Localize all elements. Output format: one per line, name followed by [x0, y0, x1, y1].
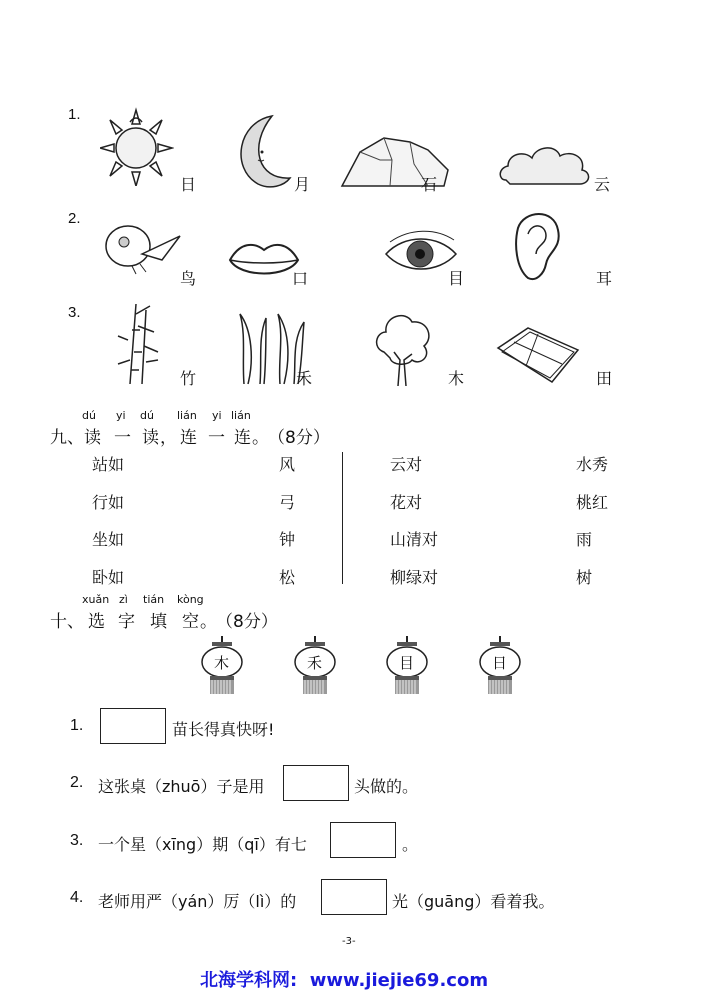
char-label: 竹: [180, 369, 197, 388]
lantern: [383, 636, 431, 694]
title-char: 一: [208, 428, 225, 448]
field-icon: [496, 326, 580, 384]
sentence-text: 头做的。: [354, 777, 419, 796]
match-item[interactable]: 水秀: [576, 455, 609, 474]
pinyin: yi: [116, 409, 126, 422]
section-number: 九、: [50, 428, 84, 448]
question-number: 2.: [70, 774, 84, 791]
section-score: （8分）: [216, 612, 278, 632]
match-item[interactable]: 柳绿对: [390, 568, 439, 587]
mouth-icon: [226, 240, 302, 280]
row-number: 2.: [68, 210, 81, 227]
title-char: 空: [182, 612, 199, 632]
lantern-char: 禾: [307, 654, 323, 672]
section-score: （8分）: [268, 428, 330, 448]
sentence-text: 老师用严（yán）厉（lì）的: [98, 892, 297, 911]
match-item[interactable]: 坐如: [92, 530, 125, 549]
char-label: 云: [594, 175, 611, 194]
page-number: -3-: [342, 936, 356, 947]
char-label: 石: [421, 175, 438, 194]
char-label: 月: [294, 175, 311, 194]
pinyin: zì: [119, 593, 128, 606]
char-label: 口: [292, 269, 309, 288]
match-item[interactable]: 钟: [279, 530, 296, 549]
pinyin: tián: [143, 593, 165, 606]
title-char: 连: [180, 428, 197, 448]
pinyin: lián: [177, 409, 197, 422]
lantern: [198, 636, 246, 694]
lantern-char: 日: [492, 654, 508, 672]
pinyin: yi: [212, 409, 222, 422]
match-item[interactable]: 雨: [576, 530, 593, 549]
sun-icon: [100, 104, 174, 186]
answer-box[interactable]: [283, 765, 349, 801]
bird-icon: [102, 220, 182, 276]
answer-box[interactable]: [330, 822, 396, 858]
question-number: 3.: [70, 832, 84, 849]
title-punct: 。: [200, 612, 217, 632]
lantern-char: 木: [214, 654, 230, 672]
pinyin: dú: [82, 409, 96, 422]
row-number: 3.: [68, 304, 81, 321]
title-char: 读: [84, 428, 101, 448]
char-label: 禾: [296, 369, 313, 388]
title-char: 字: [118, 612, 135, 632]
title-char: 连: [234, 428, 251, 448]
match-item[interactable]: 弓: [279, 493, 296, 512]
match-item[interactable]: 风: [279, 455, 296, 474]
pinyin: kòng: [177, 593, 204, 606]
char-label: 目: [448, 269, 465, 288]
section-number: 十、: [50, 612, 84, 632]
char-label: 田: [596, 369, 613, 388]
sentence-text: 苗长得真快呀!: [172, 720, 275, 739]
match-item[interactable]: 花对: [390, 493, 423, 512]
title-punct: ，: [160, 428, 177, 448]
match-item[interactable]: 卧如: [92, 568, 125, 587]
match-item[interactable]: 云对: [390, 455, 423, 474]
pinyin: lián: [231, 409, 251, 422]
lantern: [476, 636, 524, 694]
question-number: 4.: [70, 889, 84, 906]
match-item[interactable]: 站如: [92, 455, 125, 474]
lantern-char: 目: [399, 654, 415, 672]
bamboo-icon: [116, 300, 162, 384]
char-label: 木: [448, 369, 465, 388]
sentence-text: 。: [402, 835, 419, 854]
title-char: 选: [88, 612, 105, 632]
ear-icon: [510, 208, 564, 282]
pinyin: dú: [140, 409, 154, 422]
title-char: 一: [114, 428, 131, 448]
question-number: 1.: [70, 717, 84, 734]
pinyin: xuǎn: [82, 593, 110, 606]
match-item[interactable]: 行如: [92, 493, 125, 512]
title-char: 读: [142, 428, 159, 448]
match-item[interactable]: 桃红: [576, 493, 609, 512]
sentence-text: 光（guāng）看着我。: [392, 892, 555, 911]
lantern: [291, 636, 339, 694]
tree-icon: [372, 308, 434, 386]
char-label: 鸟: [180, 269, 197, 288]
row-number: 1.: [68, 106, 81, 123]
title-char: 填: [150, 612, 167, 632]
title-punct: 。: [252, 428, 269, 448]
char-label: 耳: [596, 269, 613, 288]
match-item[interactable]: 树: [576, 568, 593, 587]
sentence-text: 一个星（xīng）期（qī）有七: [98, 835, 307, 854]
answer-box[interactable]: [100, 708, 166, 744]
footer-website[interactable]: 北海学科网: www.jiejie69.com: [200, 970, 489, 991]
char-label: 日: [180, 175, 197, 194]
match-item[interactable]: 山清对: [390, 530, 439, 549]
answer-box[interactable]: [321, 879, 387, 915]
sentence-text: 这张桌（zhuō）子是用: [98, 777, 265, 796]
match-item[interactable]: 松: [279, 568, 296, 587]
column-divider: [342, 452, 343, 584]
moon-icon: [228, 112, 292, 190]
cloud-icon: [498, 140, 594, 190]
